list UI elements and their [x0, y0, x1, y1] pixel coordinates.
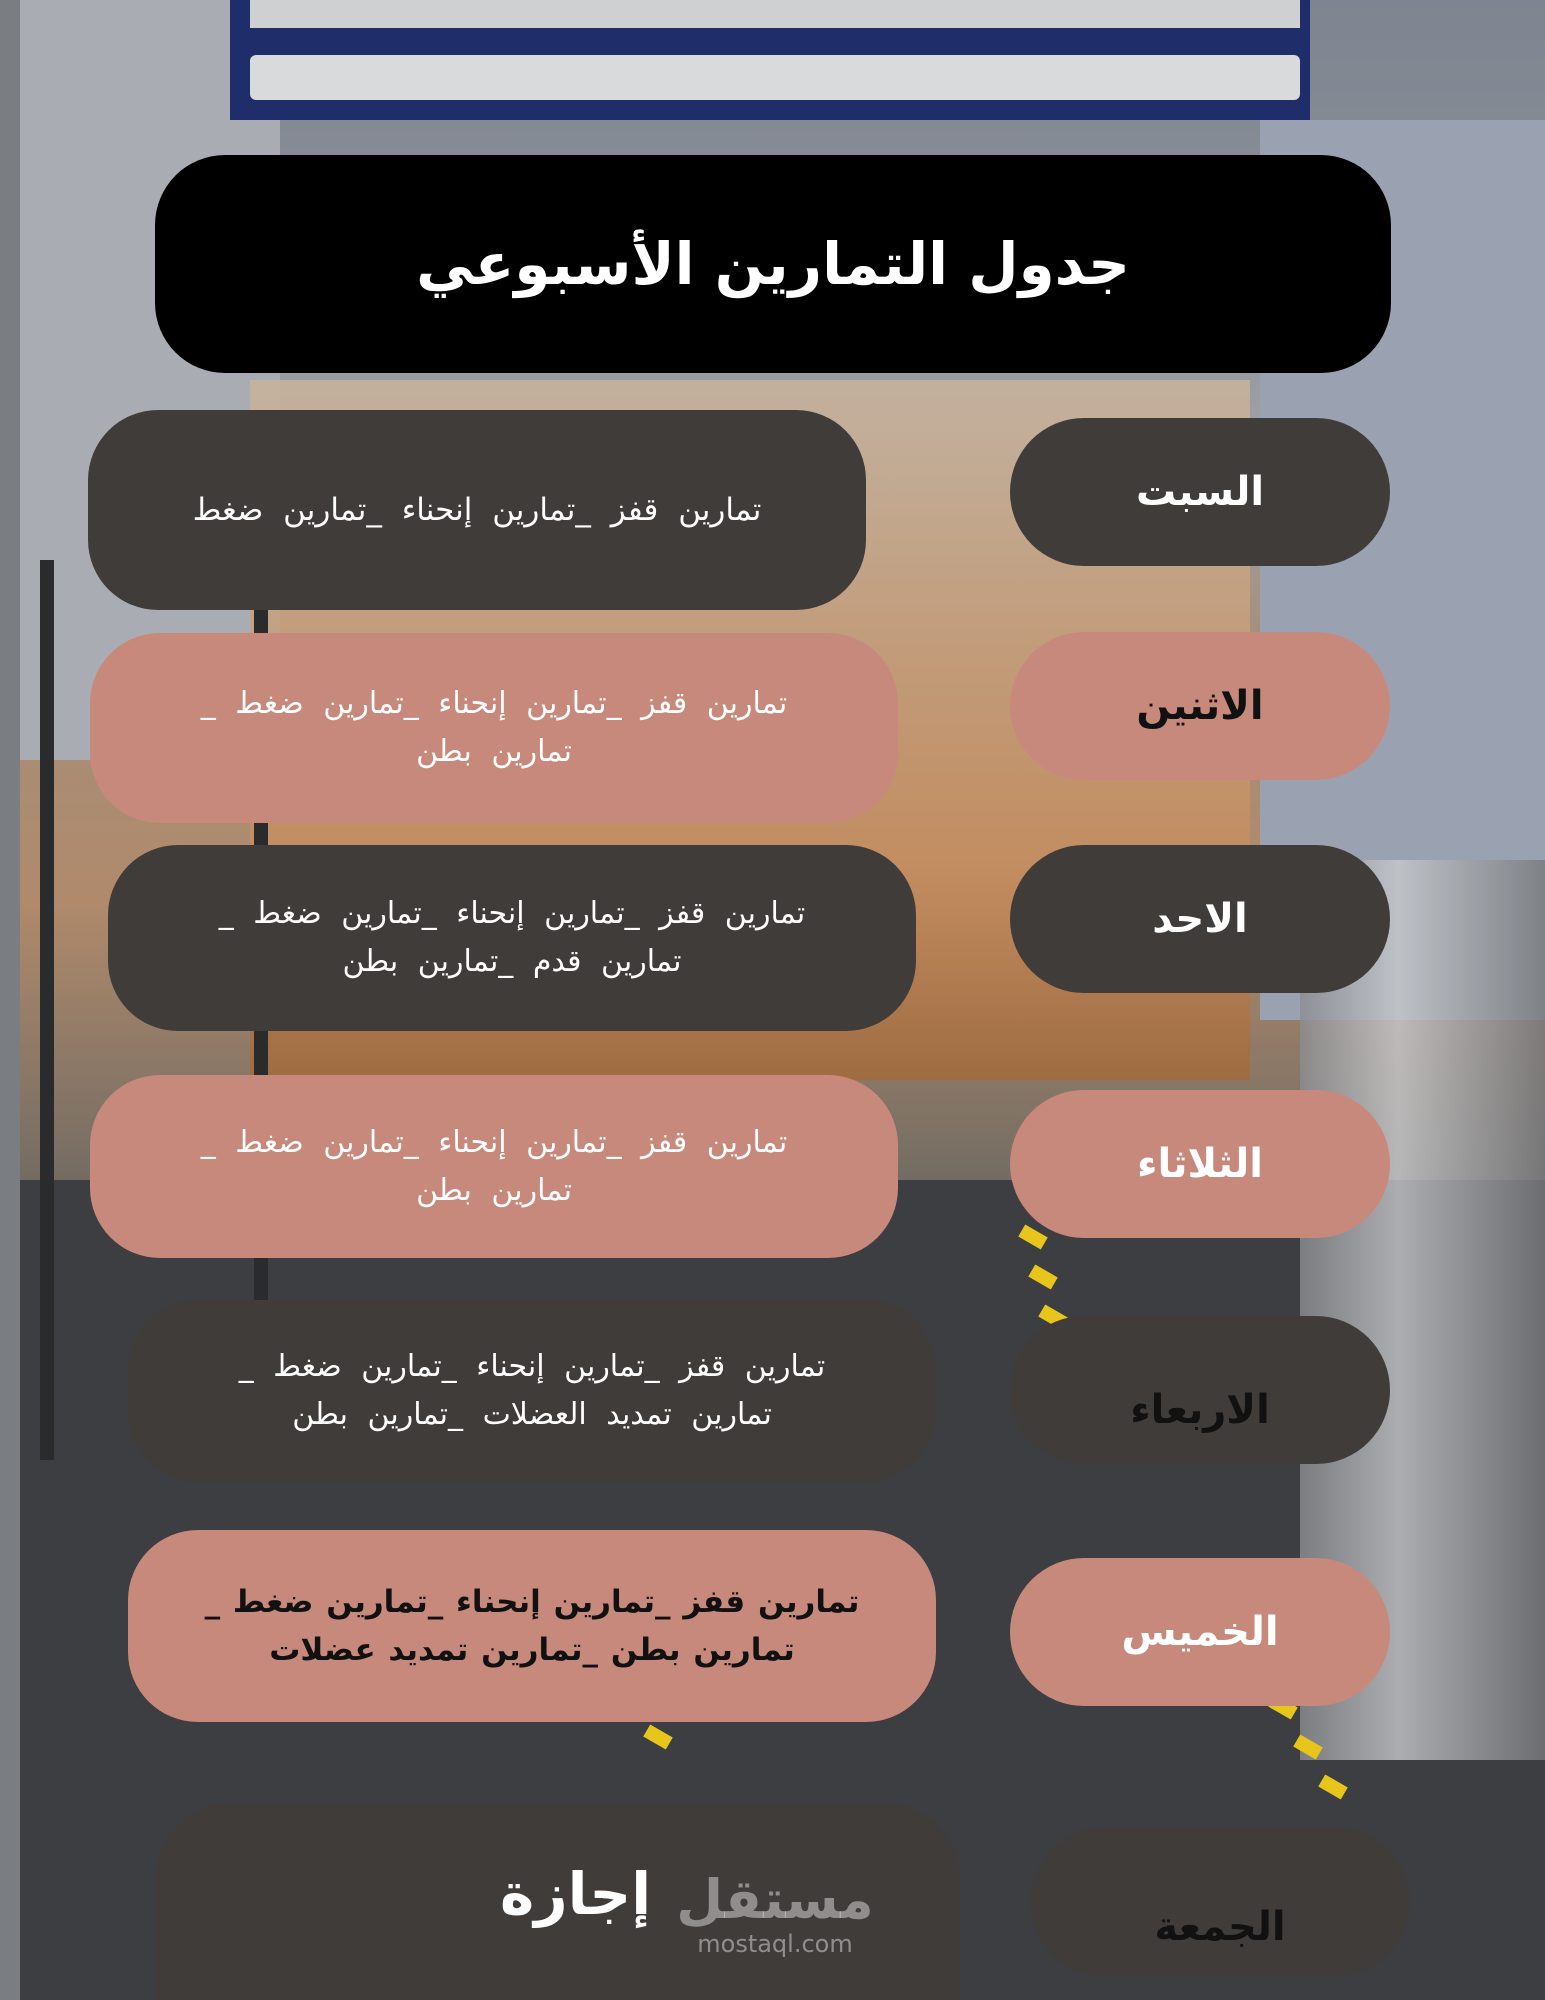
watermark-logo: مستقل mostaql.com: [676, 1868, 874, 1958]
day-thursday: الخميس: [1010, 1558, 1390, 1706]
left-edge-strip: [0, 0, 20, 2000]
activities-sunday: تمارين قفز _تمارين إنحناء _تمارين ضغط _ تمارين قدم _تمارين بطن: [108, 845, 916, 1031]
day-tuesday: الثلاثاء: [1010, 1090, 1390, 1238]
activities-thursday: تمارين قفز _تمارين إنحناء _تمارين ضغط _ تمارين بطن _تمارين تمديد عضلات: [128, 1530, 936, 1722]
holiday-label: إجازة: [500, 1860, 652, 1928]
day-wednesday: الاربعاء: [1010, 1316, 1390, 1464]
activities-monday: تمارين قفز _تمارين إنحناء _تمارين ضغط _ تمارين بطن: [90, 633, 898, 823]
day-monday: الاثنين: [1010, 632, 1390, 780]
title-banner: [155, 155, 1391, 373]
activities-saturday: تمارين قفز _تمارين إنحناء _تمارين ضغط: [88, 410, 866, 610]
day-friday: الجمعة: [1030, 1828, 1410, 1976]
day-sunday: الاحد: [1010, 845, 1390, 993]
page-title: جدول التمارين الأسبوعي: [416, 230, 1130, 298]
day-saturday: السبت: [1010, 418, 1390, 566]
activities-wednesday: تمارين قفز _تمارين إنحناء _تمارين ضغط _ تمارين تمديد العضلات _تمارين بطن: [128, 1300, 936, 1482]
activities-tuesday: تمارين قفز _تمارين إنحناء _تمارين ضغط _ تمارين بطن: [90, 1075, 898, 1258]
